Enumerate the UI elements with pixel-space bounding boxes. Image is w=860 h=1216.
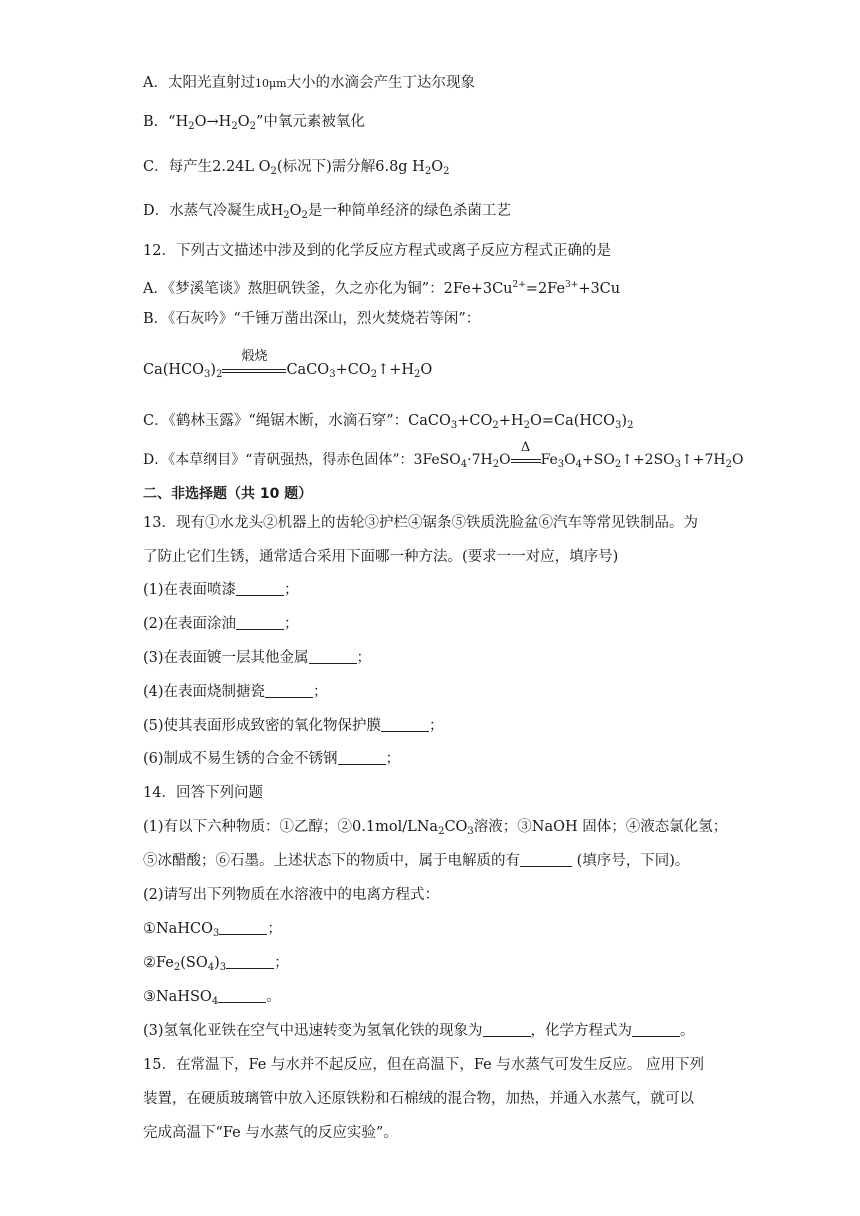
section-heading: 二、非选择题（共 10 题） <box>143 486 313 502</box>
answer-blank[interactable] <box>218 988 266 1003</box>
q13-item-1: (1)在表面喷漆 ； <box>143 582 299 598</box>
q13-item-2: (2)在表面涂油 ； <box>143 616 299 632</box>
q14-part1-line2: ⑤冰醋酸；⑥石墨。上述状态下的物质中，属于电解质的有 (填序号，下同)。 <box>143 853 690 869</box>
q11-option-b: B．“$H_2O\to H_2O_2$”中氧元素被氧化 <box>143 114 365 132</box>
q14-item-fe2so43: $②Fe_2(SO_4)_3$ ； <box>143 955 289 973</box>
answer-blank[interactable] <box>236 581 284 596</box>
reaction-condition-calcination: 煅烧 <box>222 360 286 380</box>
answer-blank[interactable] <box>219 920 267 935</box>
answer-blank[interactable] <box>226 954 274 969</box>
q14-item-nahco3: ①NaHCO$_3$ ； <box>143 921 282 939</box>
answer-blank[interactable] <box>265 683 313 698</box>
q13-stem-line1: 13．现有①水龙头②机器上的齿轮③护栏④锯条⑤铁质洗脸盆⑥汽车等常见铁制品。为 <box>143 515 698 531</box>
answer-blank[interactable] <box>632 1022 680 1037</box>
answer-blank[interactable] <box>338 750 386 765</box>
q14-part2: (2)请写出下列物质在水溶液中的电离方程式： <box>143 887 440 903</box>
answer-blank[interactable] <box>309 649 357 664</box>
answer-blank[interactable] <box>236 615 284 630</box>
q13-item-5: (5)使其表面形成致密的氧化物保护膜 ； <box>143 718 444 734</box>
q15-line3: 完成高温下“Fe 与水蒸气的反应实验”。 <box>143 1125 398 1141</box>
answer-blank[interactable] <box>381 717 429 732</box>
q13-item-6: (6)制成不易生锈的合金不锈钢 ； <box>143 751 401 767</box>
q12-option-a: A．《梦溪笔谈》熬胆矾铁釜，久之亦化为铜”：$2Fe+3Cu^{2+}=2Fe^{3+}+3Cu$ <box>143 280 621 297</box>
q11-option-c: C．每产生2.24L $O_2$(标况下)需分解6.8g $H_2O_2$ <box>143 159 450 177</box>
q12-option-b: B．《石灰吟》“千锤万凿出深山，烈火焚烧若等闲”： <box>143 311 481 327</box>
q12-stem: 12．下列古文描述中涉及到的化学反应方程式或离子反应方程式正确的是 <box>143 243 611 259</box>
q14-stem: 14．回答下列问题 <box>143 785 263 801</box>
q13-item-3: (3)在表面镀一层其他金属 ； <box>143 650 372 666</box>
q11-option-a: A．太阳光直射过10μm大小的水滴会产生丁达尔现象 <box>143 75 476 91</box>
q12-option-c: C．《鹤林玉露》“绳锯木断，水滴石穿”：$CaCO_3+CO_2+H_2O=Ca(HCO_3)_2$ <box>143 413 634 431</box>
q12-option-b-equation: $Ca(HCO_3)_2$ 煅烧 $CaCO_3+CO_2↑+H_2O$ <box>143 349 433 380</box>
answer-blank[interactable] <box>520 852 572 867</box>
q14-item-nahso4: ③NaHSO$_4$ 。 <box>143 989 281 1007</box>
q14-part3: (3)氢氧化亚铁在空气中迅速转变为氢氧化铁的现象为 ，化学方程式为 。 <box>143 1023 695 1039</box>
q12-option-d: D．《本草纲目》“青矾强热，得赤色固体”：$3FeSO_4\cdot 7H_2O$ Δ $Fe_3O_4+SO_2↑+2SO_3↑+7H_2O$ <box>143 440 744 470</box>
q14-part1-line1: (1)有以下六种物质：①乙醇；$②0.1mol/LNa_2CO_3$溶液；③NaOH 固体；④液态氯化氢； <box>143 819 728 837</box>
q15-line1: 15．在常温下，Fe 与水并不起反应，但在高温下，Fe 与水蒸气可发生反应。 应用下列 <box>143 1057 704 1073</box>
q13-stem-line2: 了防止它们生锈，通常适合采用下面哪一种方法。(要求一一对应，填序号) <box>143 549 619 565</box>
q13-item-4: (4)在表面烧制搪瓷 ； <box>143 684 328 700</box>
q15-line2: 装置，在硬质玻璃管中放入还原铁粉和石棉绒的混合物，加热，并通入水蒸气，就可以 <box>143 1091 694 1107</box>
reaction-condition-heat: Δ <box>511 450 541 470</box>
answer-blank[interactable] <box>483 1022 531 1037</box>
q11-option-d: D．水蒸气冷凝生成$H_2O_2$是一种简单经济的绿色杀菌工艺 <box>143 203 511 221</box>
